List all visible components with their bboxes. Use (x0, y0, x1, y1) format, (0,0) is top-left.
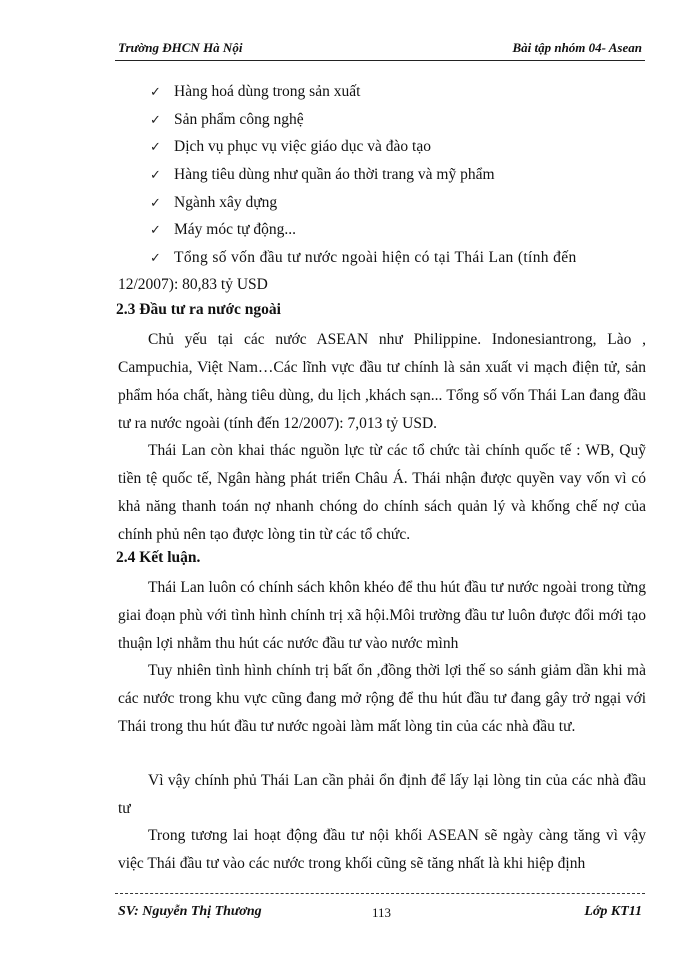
section-heading: 2.3 Đầu tư ra nước ngoài (116, 301, 281, 318)
checkmark-icon: ✓ (150, 196, 161, 211)
section-heading: 2.4 Kết luận. (116, 549, 201, 566)
paragraph: Vì vậy chính phủ Thái Lan cần phải ổn định để lấy lại lòng tin của các nhà đầu tư (118, 772, 646, 817)
page-number: 113 (372, 905, 392, 920)
checkmark-icon: ✓ (150, 168, 161, 183)
paragraph: Trong tương lai hoạt động đầu tư nội khối ASEAN sẽ ngày càng tăng vì vậy việc Thái đầu tư vào các nước trong khối cũng sẽ tăng nhất là khi hiệp định (118, 827, 646, 872)
header-assignment: Bài tập nhóm 04- Asean (512, 40, 642, 55)
header-divider (115, 60, 645, 61)
checkmark-icon: ✓ (150, 140, 161, 155)
paragraph: Thái Lan còn khai thác nguồn lực từ các tổ chức tài chính quốc tế : WB, Quỹ tiền tệ quốc tế, Ngân hàng phát triển Châu Á. Thái nhận được quyền vay vốn vì có khả năng thanh toán nợ nhanh chóng do chính sách quản lý và khống chế nợ của chính phủ nên tạo được lòng tin từ các tổ chức. (118, 442, 646, 543)
list-item-continuation: 12/2007): 80,83 tỷ USD (118, 276, 268, 293)
paragraph: Thái Lan luôn có chính sách khôn khéo để thu hút đầu tư nước ngoài trong từng giai đoạn phù với tình hình chính trị xã hội.Môi trường đầu tư luôn được đổi mới tạo thuận lợi nhằm thu hút các nước đầu tư vào nước mình (118, 579, 646, 652)
paragraph: Chủ yếu tại các nước ASEAN như Philippine. Indonesiantrong, Lào , Campuchia, Việt Nam…Các lĩnh vực đầu tư chính là sản xuất vi mạch điện tử, sản phẩm hóa chất, hàng tiêu dùng, du lịch ,khách sạn... Tổng số vốn Thái Lan đang đầu tư ra nước ngoài (tính đến 12/2007): 7,013 tỷ USD. (118, 331, 646, 432)
footer-divider (115, 893, 645, 894)
list-item: ✓ Máy móc tự động... (150, 220, 645, 241)
page-header (118, 40, 642, 56)
header-school: Trường ĐHCN Hà Nội (118, 40, 243, 55)
list-item: ✓ Hàng tiêu dùng như quần áo thời trang và mỹ phẩm (150, 165, 645, 186)
list-item: ✓ Sản phẩm công nghệ (150, 110, 645, 131)
list-item: ✓ Hàng hoá dùng trong sản xuất (150, 82, 645, 103)
footer-student: SV: Nguyễn Thị Thương (118, 904, 262, 919)
list-item: ✓ Tổng số vốn đầu tư nước ngoài hiện có tại Thái Lan (tính đến (150, 248, 645, 269)
paragraph: Tuy nhiên tình hình chính trị bất ổn ,đồng thời lợi thế so sánh giảm dần khi mà các nước trong khu vực cũng đang mở rộng để thu hút đầu tư đang gây trở ngại với Thái trong thu hút đầu tư nước ngoài làm mất lòng tin của các nhà đầu tư. (118, 662, 646, 735)
checkmark-icon: ✓ (150, 251, 162, 266)
footer-class: Lớp KT11 (584, 904, 642, 919)
checkmark-icon: ✓ (150, 223, 161, 238)
list-item: ✓ Ngành xây dựng (150, 193, 645, 214)
list-item: ✓ Dịch vụ phục vụ việc giáo dục và đào tạo (150, 137, 645, 158)
checkmark-icon: ✓ (150, 113, 161, 128)
checkmark-icon: ✓ (150, 85, 161, 100)
